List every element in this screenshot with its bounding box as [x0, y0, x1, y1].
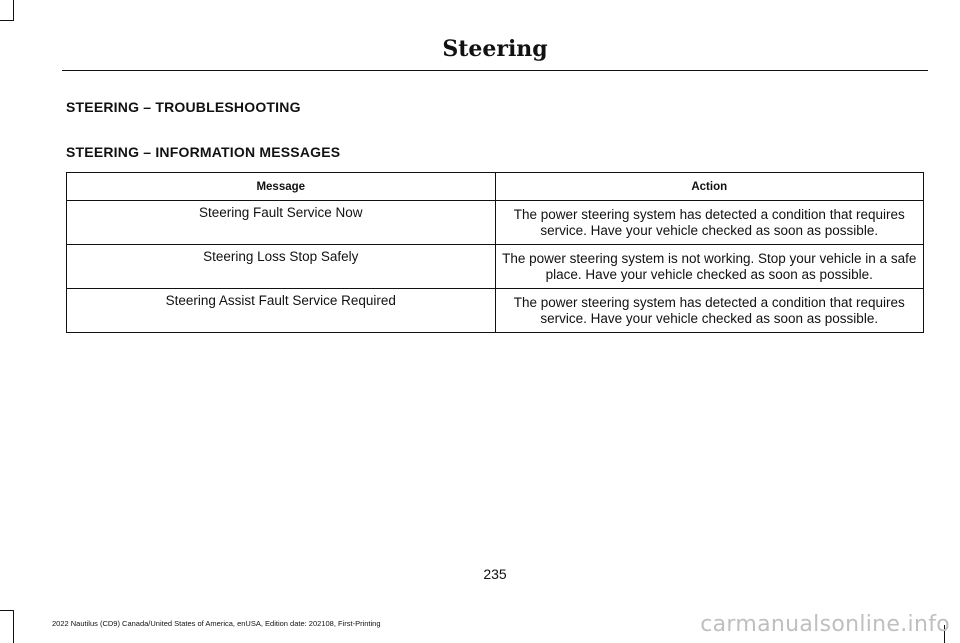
- heading-information-messages: STEERING – INFORMATION MESSAGES: [66, 144, 341, 160]
- page-header-title: Steering: [442, 36, 548, 62]
- table-row: [67, 289, 924, 333]
- message-cell: Steering Fault Service Now: [67, 201, 496, 245]
- crop-mark-top-left-h: [0, 20, 14, 21]
- page-number: 235: [483, 566, 507, 582]
- information-messages-table: [66, 172, 924, 333]
- watermark: carmanualsonline.info: [700, 612, 950, 637]
- footer-edition-info: 2022 Nautilus (CD9) Canada/United States of America, enUSA, Edition date: 202108, First-Printing: [52, 619, 381, 628]
- action-cell: The power steering system has detected a condition that requires service. Have your vehicle checked as soon as possible.: [495, 289, 924, 333]
- column-header-action: Action: [495, 173, 924, 201]
- heading-troubleshooting: STEERING – TROUBLESHOOTING: [66, 99, 301, 115]
- column-header-message: Message: [67, 173, 496, 201]
- action-cell: The power steering system has detected a condition that requires service. Have your vehicle checked as soon as possible.: [495, 201, 924, 245]
- table-row: [67, 245, 924, 289]
- header-divider: [62, 70, 928, 71]
- message-cell: Steering Loss Stop Safely: [67, 245, 496, 289]
- crop-mark-bottom-left-h: [0, 610, 14, 611]
- table-header-row: [67, 173, 924, 201]
- crop-mark-top-left-v: [13, 0, 14, 20]
- table-row: [67, 201, 924, 245]
- crop-mark-bottom-left-v: [13, 610, 14, 643]
- action-cell: The power steering system is not working. Stop your vehicle in a safe place. Have your vehicle checked as soon as possible.: [495, 245, 924, 289]
- message-cell: Steering Assist Fault Service Required: [67, 289, 496, 333]
